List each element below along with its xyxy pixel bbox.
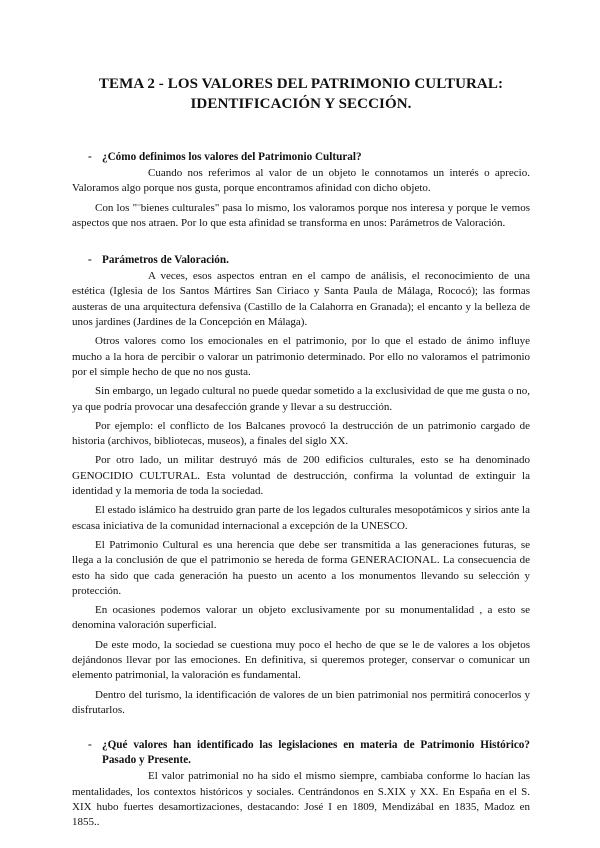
paragraph: Por ejemplo: el conflicto de los Balcanes provocó la destrucción de un patrimonio cargado de historia (archivos, bibliotecas, museos), a finales del siglo XX. [72, 419, 530, 448]
paragraph: El Patrimonio Cultural es una herencia que debe ser transmitida a las generaciones futuras, se llega a la conclusión de que el patrimonio se hereda de forma GENERACIONAL. La consecuencia de esto ha sido que cada generación ha puesto un acento a los monumentos llevando su selección y protección. [72, 538, 530, 597]
paragraph: Otros valores como los emocionales en el patrimonio, por lo que el estado de ánimo influye mucho a la hora de percibir o valorar un patrimonio determinado. Por ello no valoramos el patrimonio por el simple hecho de que no nos gusta. [72, 335, 530, 378]
section-legislaciones [72, 738, 530, 830]
paragraph: De este modo, la sociedad se cuestiona muy poco el hecho de que se le de valores a los objetos dejándonos llevar por las emociones. En definitiva, si queremos proteger, conservar o comunicar un elemento patrimonial, la valoración es fundamental. [72, 638, 530, 682]
paragraph: El estado islámico ha destruido gran parte de los legados culturales mesopotámicos y sirios ante la escasa iniciativa de la comunidad internacional a excepción de la UNESCO. [72, 504, 530, 532]
paragraph: Cuando nos referimos al valor de un objeto le connotamos un interés o aprecio. Valoramos algo porque nos gusta, porque encontramos afinidad con dicho objeto. [72, 167, 530, 195]
paragraph: El valor patrimonial no ha sido el mismo siempre, cambiaba conforme lo hacían las mentalidades, los contextos históricos y sociales. Centrándonos en S.XIX y XX. En España en el S. XIX hubo fuertes desamortizaciones, destacando: José I en 1809, Mendizábal en 1835, Madoz en 1855.. [72, 770, 530, 829]
section-heading [72, 738, 530, 768]
paragraph: En ocasiones podemos valorar un objeto exclusivamente por su monumentalidad , a esto se denomina valoración superficial. [72, 604, 530, 632]
bullet-dash: - [88, 254, 92, 267]
section-heading [72, 253, 530, 268]
paragraph: Por otro lado, un militar destruyó más de 200 edificios culturales, esto se ha denominado GENOCIDIO CULTURAL. Esta voluntad de destrucción, confirma la voluntad de extinguir la identidad y la memoria de toda la sociedad. [72, 454, 530, 498]
document-title [72, 74, 530, 114]
title-line-2: IDENTIFICACIÓN Y SECCIÓN. [190, 96, 412, 112]
section-heading-text: ¿Qué valores han identificado las legislaciones en materia de Patrimonio Histórico? Pasado y Presente. [102, 739, 530, 767]
bullet-dash: - [88, 151, 92, 163]
section-heading-text: ¿Cómo definimos los valores del Patrimonio Cultural? [102, 151, 362, 163]
section-heading-text: Parámetros de Valoración. [102, 254, 229, 267]
paragraph: Dentro del turismo, la identificación de valores de un bien patrimonial nos permitirá conocerlos y disfrutarlos. [72, 688, 530, 716]
paragraph: Con los "¨bienes culturales" pasa lo mismo, los valoramos porque nos interesa y porque le vemos aspectos que nos atraen. Por lo que esta afinidad se transforma en unos: Parámetros de Valoración. [72, 201, 530, 229]
paragraph: A veces, esos aspectos entran en el campo de análisis, el reconocimiento de una estética (Iglesia de los Santos Mártires San Ciriaco y Santa Paula de Málaga, Rococó); las formas austeras de una arquitectura defensiva (Castillo de la Calahorra en Granada); el encanto y la belleza de unos jardines (Jardines de la Concepción en Málaga). [72, 270, 530, 329]
bullet-dash: - [88, 739, 92, 752]
paragraph: Sin embargo, un legado cultural no puede quedar sometido a la exclusividad de que me gusta o no, ya que podría provocar una desafección grande y llevar a su destrucción. [72, 385, 530, 413]
title-line-1: TEMA 2 - LOS VALORES DEL PATRIMONIO CULTURAL: [98, 76, 504, 92]
section-valores [72, 150, 530, 231]
section-parametros [72, 253, 530, 718]
section-heading [72, 150, 530, 165]
